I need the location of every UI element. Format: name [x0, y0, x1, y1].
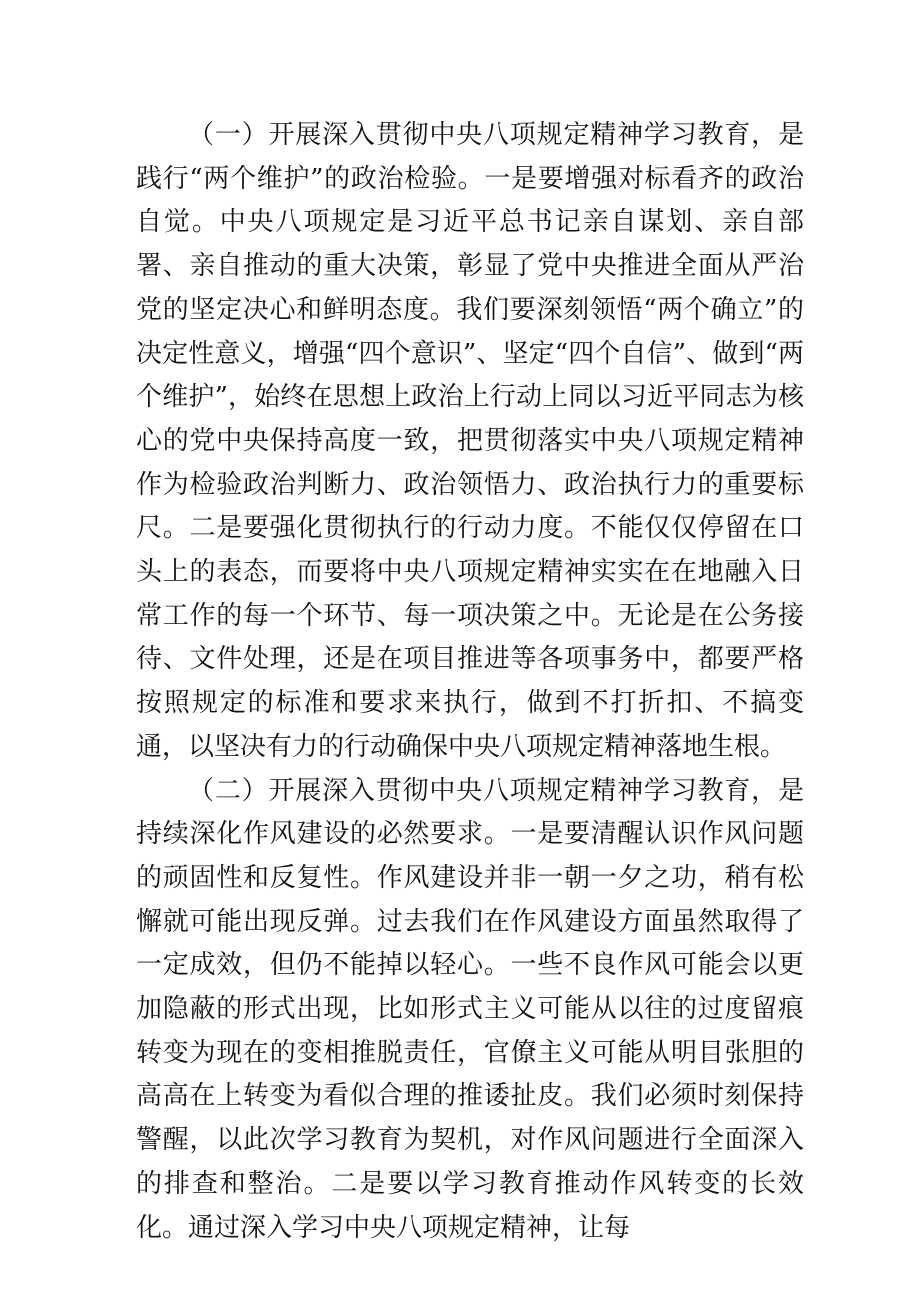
paragraph-section-one: （一）开展深入贯彻中央八项规定精神学习教育，是践行“两个维护”的政治检验。一是要增强对标看齐的政治自觉。中央八项规定是习近平总书记亲自谋划、亲自部署、亲自推动的重大决策，彰显了党中央推进全面从严治党的坚定决心和鲜明态度。我们要深刻领悟“两个确立”的决定性意义，增强“四个意识”、坚定“四个自信”、做到“两个维护”，始终在思想上政治上行动上同以习近平同志为核心的党中央保持高度一致，把贯彻落实中央八项规定精神作为检验政治判断力、政治领悟力、政治执行力的重要标尺。二是要强化贯彻执行的行动力度。不能仅仅停留在口头上的表态，而要将中央八项规定精神实实在在地融入日常工作的每一个环节、每一项决策之中。无论是在公务接待、文件处理，还是在项目推进等各项事务中，都要严格按照规定的标准和要求来执行，做到不打折扣、不搞变通，以坚决有力的行动确保中央八项规定精神落地生根。: [136, 120, 804, 762]
paragraph-section-two: （二）开展深入贯彻中央八项规定精神学习教育，是持续深化作风建设的必然要求。一是要清醒认识作风问题的顽固性和反复性。作风建设并非一朝一夕之功，稍有松懈就可能出现反弹。过去我们在作风建设方面虽然取得了一定成效，但仍不能掉以轻心。一些不良作风可能会以更加隐蔽的形式出现，比如形式主义可能从以往的过度留痕转变为现在的变相推脱责任，官僚主义可能从明目张胆的高高在上转变为看似合理的推诿扯皮。我们必须时刻保持警醒，以此次学习教育为契机，对作风问题进行全面深入的排查和整治。二是要以学习教育推动作风转变的长效化。通过深入学习中央八项规定精神，让每: [136, 775, 804, 1243]
document-body: [136, 114, 804, 1250]
